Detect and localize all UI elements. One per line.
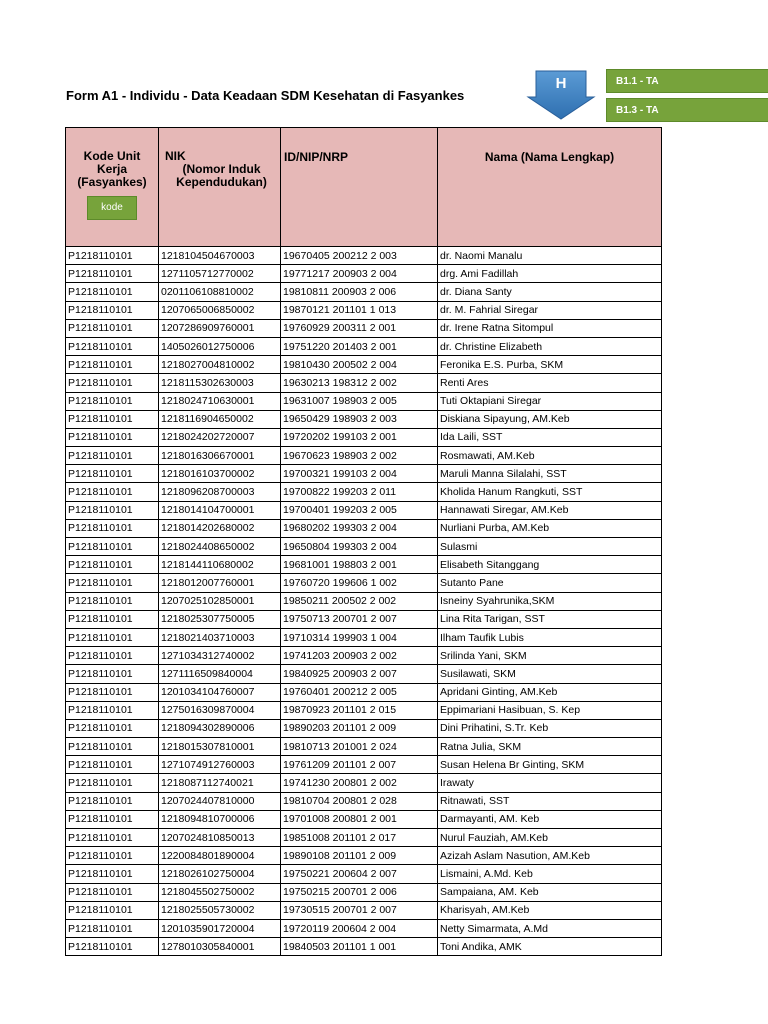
cell-id-nip-nrp[interactable]: 19870923 201101 2 015 xyxy=(281,701,438,719)
table-row xyxy=(66,501,662,519)
table-row xyxy=(66,556,662,574)
cell-id-nip-nrp[interactable]: 19681001 198803 2 001 xyxy=(281,556,438,574)
cell-kode-unit[interactable]: P1218110101 xyxy=(66,592,159,610)
table-row xyxy=(66,665,662,683)
cell-nik[interactable]: 1218024710630001 xyxy=(159,392,281,410)
cell-nik[interactable]: 1218104504670003 xyxy=(159,247,281,265)
cell-nama[interactable]: dr. Christine Elizabeth xyxy=(438,337,662,355)
cell-kode-unit[interactable]: P1218110101 xyxy=(66,683,159,701)
cell-nama[interactable]: Srilinda Yani, SKM xyxy=(438,647,662,665)
cell-nama[interactable]: Nurul Fauziah, AM.Keb xyxy=(438,829,662,847)
cell-nik[interactable]: 1207024810850013 xyxy=(159,829,281,847)
table-row xyxy=(66,647,662,665)
header-nik-line2: (Nomor Induk xyxy=(182,162,261,176)
cell-id-nip-nrp[interactable]: 19670405 200212 2 003 xyxy=(281,247,438,265)
header-kode-line1: Kode Unit xyxy=(83,149,141,163)
kode-button[interactable]: kode xyxy=(87,196,137,220)
cell-kode-unit[interactable]: P1218110101 xyxy=(66,865,159,883)
cell-kode-unit[interactable]: P1218110101 xyxy=(66,410,159,428)
cell-nama[interactable]: Darmayanti, AM. Keb xyxy=(438,810,662,828)
cell-kode-unit[interactable]: P1218110101 xyxy=(66,556,159,574)
cell-nama[interactable]: Apridani Ginting, AM.Keb xyxy=(438,683,662,701)
cell-nik[interactable]: 1271074912760003 xyxy=(159,756,281,774)
table-row xyxy=(66,410,662,428)
cell-kode-unit[interactable]: P1218110101 xyxy=(66,847,159,865)
cell-id-nip-nrp[interactable]: 19870121 201101 1 013 xyxy=(281,301,438,319)
header-nik-line1: NIK xyxy=(165,149,186,163)
cell-id-nip-nrp[interactable]: 19680202 199303 2 004 xyxy=(281,519,438,537)
cell-nik[interactable]: 1218016103700002 xyxy=(159,465,281,483)
cell-kode-unit[interactable]: P1218110101 xyxy=(66,374,159,392)
cell-id-nip-nrp[interactable]: 19890203 201101 2 009 xyxy=(281,719,438,737)
cell-kode-unit[interactable]: P1218110101 xyxy=(66,483,159,501)
cell-kode-unit[interactable]: P1218110101 xyxy=(66,810,159,828)
table-row xyxy=(66,901,662,919)
sdm-table xyxy=(65,127,662,956)
cell-nama[interactable]: Isneiny Syahrunika,SKM xyxy=(438,592,662,610)
table-row xyxy=(66,865,662,883)
cell-kode-unit[interactable]: P1218110101 xyxy=(66,337,159,355)
table-row xyxy=(66,265,662,283)
cell-kode-unit[interactable]: P1218110101 xyxy=(66,647,159,665)
cell-id-nip-nrp[interactable]: 19771217 200903 2 004 xyxy=(281,265,438,283)
table-row xyxy=(66,592,662,610)
cell-id-nip-nrp[interactable]: 19701008 200801 2 001 xyxy=(281,810,438,828)
table-row xyxy=(66,538,662,556)
table-row xyxy=(66,938,662,956)
cell-kode-unit[interactable]: P1218110101 xyxy=(66,901,159,919)
cell-nik[interactable]: 1218045502750002 xyxy=(159,883,281,901)
cell-nama[interactable]: Nurliani Purba, AM.Keb xyxy=(438,519,662,537)
cell-nama[interactable]: drg. Ami Fadillah xyxy=(438,265,662,283)
cell-id-nip-nrp[interactable]: 19810430 200502 2 004 xyxy=(281,356,438,374)
cell-id-nip-nrp[interactable]: 19760720 199606 1 002 xyxy=(281,574,438,592)
cell-kode-unit[interactable]: P1218110101 xyxy=(66,756,159,774)
cell-kode-unit[interactable]: P1218110101 xyxy=(66,938,159,956)
cell-id-nip-nrp[interactable]: 19710314 199903 1 004 xyxy=(281,628,438,646)
cell-nik[interactable]: 1218021403710003 xyxy=(159,628,281,646)
cell-nik[interactable]: 1220084801890004 xyxy=(159,847,281,865)
cell-nama[interactable]: Netty Simarmata, A.Md xyxy=(438,919,662,937)
header-id-label: ID/NIP/NRP xyxy=(284,150,349,164)
cell-kode-unit[interactable]: P1218110101 xyxy=(66,301,159,319)
table-header-row xyxy=(66,128,662,247)
cell-id-nip-nrp[interactable]: 19650429 198903 2 003 xyxy=(281,410,438,428)
cell-nama[interactable]: Lismaini, A.Md. Keb xyxy=(438,865,662,883)
table-row xyxy=(66,628,662,646)
cell-nama[interactable]: Lina Rita Tarigan, SST xyxy=(438,610,662,628)
table-row xyxy=(66,829,662,847)
header-kode-line2: Kerja xyxy=(96,162,128,176)
cell-nama[interactable]: Renti Ares xyxy=(438,374,662,392)
cell-nama[interactable]: Feronika E.S. Purba, SKM xyxy=(438,356,662,374)
cell-nama[interactable]: Eppimariani Hasibuan, S. Kep xyxy=(438,701,662,719)
cell-nik[interactable]: 1218025505730002 xyxy=(159,901,281,919)
cell-id-nip-nrp[interactable]: 19760401 200212 2 005 xyxy=(281,683,438,701)
cell-kode-unit[interactable]: P1218110101 xyxy=(66,829,159,847)
cell-id-nip-nrp[interactable]: 19650804 199303 2 004 xyxy=(281,538,438,556)
cell-nik[interactable]: 1201035901720004 xyxy=(159,919,281,937)
cell-nik[interactable]: 1207024407810000 xyxy=(159,792,281,810)
cell-nama[interactable]: dr. Naomi Manalu xyxy=(438,247,662,265)
cell-nama[interactable]: Tuti Oktapiani Siregar xyxy=(438,392,662,410)
cell-kode-unit[interactable]: P1218110101 xyxy=(66,610,159,628)
table-row xyxy=(66,337,662,355)
cell-id-nip-nrp[interactable]: 19750221 200604 2 007 xyxy=(281,865,438,883)
cell-id-nip-nrp[interactable]: 19840503 201101 1 001 xyxy=(281,938,438,956)
table-row xyxy=(66,810,662,828)
cell-nama[interactable]: Diskiana Sipayung, AM.Keb xyxy=(438,410,662,428)
cell-nama[interactable]: Dini Prihatini, S.Tr. Keb xyxy=(438,719,662,737)
cell-id-nip-nrp[interactable]: 19631007 198903 2 005 xyxy=(281,392,438,410)
cell-nama[interactable]: dr. Diana Santy xyxy=(438,283,662,301)
table-row xyxy=(66,519,662,537)
cell-id-nip-nrp[interactable]: 19850211 200502 2 002 xyxy=(281,592,438,610)
cell-nama[interactable]: Ida Laili, SST xyxy=(438,428,662,446)
form-title: Form A1 - Individu - Data Keadaan SDM Kesehatan di Fasyankes xyxy=(66,88,465,103)
cell-nik[interactable]: 1218015307810001 xyxy=(159,738,281,756)
tab-b1-1[interactable]: B1.1 - TA xyxy=(606,69,768,93)
cell-nik[interactable]: 1218144110680002 xyxy=(159,556,281,574)
cell-id-nip-nrp[interactable]: 19751220 201403 2 001 xyxy=(281,337,438,355)
cell-nik[interactable]: 1218025307750005 xyxy=(159,610,281,628)
cell-id-nip-nrp[interactable]: 19750713 200701 2 007 xyxy=(281,610,438,628)
cell-kode-unit[interactable]: P1218110101 xyxy=(66,501,159,519)
cell-kode-unit[interactable]: P1218110101 xyxy=(66,265,159,283)
table-row xyxy=(66,738,662,756)
cell-id-nip-nrp[interactable]: 19851008 201101 2 017 xyxy=(281,829,438,847)
cell-kode-unit[interactable]: P1218110101 xyxy=(66,283,159,301)
cell-kode-unit[interactable]: P1218110101 xyxy=(66,738,159,756)
table-row xyxy=(66,483,662,501)
cell-nik[interactable]: 1278010305840001 xyxy=(159,938,281,956)
table-row xyxy=(66,283,662,301)
cell-id-nip-nrp[interactable]: 19741230 200801 2 002 xyxy=(281,774,438,792)
table-row xyxy=(66,465,662,483)
table-row xyxy=(66,610,662,628)
cell-nik[interactable]: 1271105712770002 xyxy=(159,265,281,283)
cell-kode-unit[interactable]: P1218110101 xyxy=(66,247,159,265)
cell-nik[interactable]: 1201034104760007 xyxy=(159,683,281,701)
cell-kode-unit[interactable]: P1218110101 xyxy=(66,774,159,792)
cell-nik[interactable]: 1207065006850002 xyxy=(159,301,281,319)
cell-id-nip-nrp[interactable]: 19700822 199203 2 011 xyxy=(281,483,438,501)
header-kode-unit xyxy=(66,128,159,247)
nav-h-label: H xyxy=(555,75,567,92)
cell-kode-unit[interactable]: P1218110101 xyxy=(66,519,159,537)
cell-nik[interactable]: 1218014202680002 xyxy=(159,519,281,537)
cell-nama[interactable]: Susan Helena Br Ginting, SKM xyxy=(438,756,662,774)
cell-nik[interactable]: 1218024408650002 xyxy=(159,538,281,556)
header-id-nip-nrp xyxy=(281,128,438,247)
cell-nama[interactable]: dr. M. Fahrial Siregar xyxy=(438,301,662,319)
table-row xyxy=(66,447,662,465)
cell-nik[interactable]: 1218094810700006 xyxy=(159,810,281,828)
cell-nik[interactable]: 1218012007760001 xyxy=(159,574,281,592)
cell-id-nip-nrp[interactable]: 19750215 200701 2 006 xyxy=(281,883,438,901)
nav-h-button[interactable] xyxy=(526,69,596,121)
cell-nik[interactable]: 1271034312740002 xyxy=(159,647,281,665)
cell-nik[interactable]: 1207286909760001 xyxy=(159,319,281,337)
cell-nama[interactable]: Hannawati Siregar, AM.Keb xyxy=(438,501,662,519)
cell-nik[interactable]: 1207025102850001 xyxy=(159,592,281,610)
cell-nik[interactable]: 1271116509840004 xyxy=(159,665,281,683)
cell-nama[interactable]: Ratna Julia, SKM xyxy=(438,738,662,756)
header-nik xyxy=(159,128,281,247)
cell-nama[interactable]: Sampaiana, AM. Keb xyxy=(438,883,662,901)
cell-nama[interactable]: Susilawati, SKM xyxy=(438,665,662,683)
cell-id-nip-nrp[interactable]: 19700321 199103 2 004 xyxy=(281,465,438,483)
table-row xyxy=(66,574,662,592)
cell-nama[interactable]: Toni Andika, AMK xyxy=(438,938,662,956)
cell-nik[interactable]: 1218116904650002 xyxy=(159,410,281,428)
cell-id-nip-nrp[interactable]: 19741203 200903 2 002 xyxy=(281,647,438,665)
cell-kode-unit[interactable]: P1218110101 xyxy=(66,628,159,646)
table-row xyxy=(66,883,662,901)
table-row xyxy=(66,919,662,937)
cell-nama[interactable]: Rosmawati, AM.Keb xyxy=(438,447,662,465)
table-row xyxy=(66,247,662,265)
cell-kode-unit[interactable]: P1218110101 xyxy=(66,356,159,374)
cell-nik[interactable]: 1218016306670001 xyxy=(159,447,281,465)
cell-kode-unit[interactable]: P1218110101 xyxy=(66,719,159,737)
cell-id-nip-nrp[interactable]: 19630213 198312 2 002 xyxy=(281,374,438,392)
table-row xyxy=(66,774,662,792)
cell-nama[interactable]: Kholida Hanum Rangkuti, SST xyxy=(438,483,662,501)
cell-id-nip-nrp[interactable]: 19720202 199103 2 001 xyxy=(281,428,438,446)
table-row xyxy=(66,374,662,392)
table-row xyxy=(66,792,662,810)
cell-nama[interactable]: Azizah Aslam Nasution, AM.Keb xyxy=(438,847,662,865)
table-row xyxy=(66,319,662,337)
cell-kode-unit[interactable]: P1218110101 xyxy=(66,883,159,901)
tab-b1-3[interactable]: B1.3 - TA xyxy=(606,98,768,122)
table-row xyxy=(66,701,662,719)
cell-nama[interactable]: Irawaty xyxy=(438,774,662,792)
table-row xyxy=(66,301,662,319)
cell-nama[interactable]: Ilham Taufik Lubis xyxy=(438,628,662,646)
header-nik-line3: Kependudukan) xyxy=(176,175,267,189)
cell-nik[interactable]: 1218094302890006 xyxy=(159,719,281,737)
cell-id-nip-nrp[interactable]: 19810811 200903 2 006 xyxy=(281,283,438,301)
cell-kode-unit[interactable]: P1218110101 xyxy=(66,665,159,683)
table-body xyxy=(66,247,662,956)
cell-kode-unit[interactable]: P1218110101 xyxy=(66,792,159,810)
cell-id-nip-nrp[interactable]: 19810713 201001 2 024 xyxy=(281,738,438,756)
cell-nik[interactable]: 1218026102750004 xyxy=(159,865,281,883)
cell-id-nip-nrp[interactable]: 19840925 200903 2 007 xyxy=(281,665,438,683)
cell-kode-unit[interactable]: P1218110101 xyxy=(66,428,159,446)
cell-nik[interactable]: 1275016309870004 xyxy=(159,701,281,719)
table-row xyxy=(66,847,662,865)
cell-kode-unit[interactable]: P1218110101 xyxy=(66,465,159,483)
cell-nik[interactable]: 1218096208700003 xyxy=(159,483,281,501)
cell-kode-unit[interactable]: P1218110101 xyxy=(66,447,159,465)
header-nama xyxy=(438,128,662,247)
cell-id-nip-nrp[interactable]: 19670623 198903 2 002 xyxy=(281,447,438,465)
cell-nama[interactable]: Kharisyah, AM.Keb xyxy=(438,901,662,919)
cell-kode-unit[interactable]: P1218110101 xyxy=(66,574,159,592)
header-nama-label: Nama (Nama Lengkap) xyxy=(484,150,615,164)
table-row xyxy=(66,719,662,737)
cell-id-nip-nrp[interactable]: 19700401 199203 2 005 xyxy=(281,501,438,519)
cell-kode-unit[interactable]: P1218110101 xyxy=(66,919,159,937)
cell-nama[interactable]: Maruli Manna Silalahi, SST xyxy=(438,465,662,483)
cell-nik[interactable]: 1218115302630003 xyxy=(159,374,281,392)
cell-nik[interactable]: 1218014104700001 xyxy=(159,501,281,519)
cell-id-nip-nrp[interactable]: 19890108 201101 2 009 xyxy=(281,847,438,865)
cell-nama[interactable]: Ritnawati, SST xyxy=(438,792,662,810)
cell-id-nip-nrp[interactable]: 19720119 200604 2 004 xyxy=(281,919,438,937)
cell-kode-unit[interactable]: P1218110101 xyxy=(66,538,159,556)
cell-nik[interactable]: 0201106108810002 xyxy=(159,283,281,301)
cell-id-nip-nrp[interactable]: 19730515 200701 2 007 xyxy=(281,901,438,919)
cell-id-nip-nrp[interactable]: 19810704 200801 2 028 xyxy=(281,792,438,810)
cell-nik[interactable]: 1218087112740021 xyxy=(159,774,281,792)
table-row xyxy=(66,683,662,701)
cell-id-nip-nrp[interactable]: 19761209 201101 2 007 xyxy=(281,756,438,774)
header-kode-line3: (Fasyankes) xyxy=(77,175,147,189)
cell-nik[interactable]: 1218024202720007 xyxy=(159,428,281,446)
cell-nik[interactable]: 1405026012750006 xyxy=(159,337,281,355)
cell-nama[interactable]: Sutanto Pane xyxy=(438,574,662,592)
table-row xyxy=(66,356,662,374)
cell-kode-unit[interactable]: P1218110101 xyxy=(66,319,159,337)
cell-nama[interactable]: Elisabeth Sitanggang xyxy=(438,556,662,574)
table-row xyxy=(66,428,662,446)
cell-kode-unit[interactable]: P1218110101 xyxy=(66,392,159,410)
cell-kode-unit[interactable]: P1218110101 xyxy=(66,701,159,719)
table-row xyxy=(66,392,662,410)
cell-id-nip-nrp[interactable]: 19760929 200311 2 001 xyxy=(281,319,438,337)
cell-nama[interactable]: dr. Irene Ratna Sitompul xyxy=(438,319,662,337)
table-row xyxy=(66,756,662,774)
cell-nik[interactable]: 1218027004810002 xyxy=(159,356,281,374)
cell-nama[interactable]: Sulasmi xyxy=(438,538,662,556)
